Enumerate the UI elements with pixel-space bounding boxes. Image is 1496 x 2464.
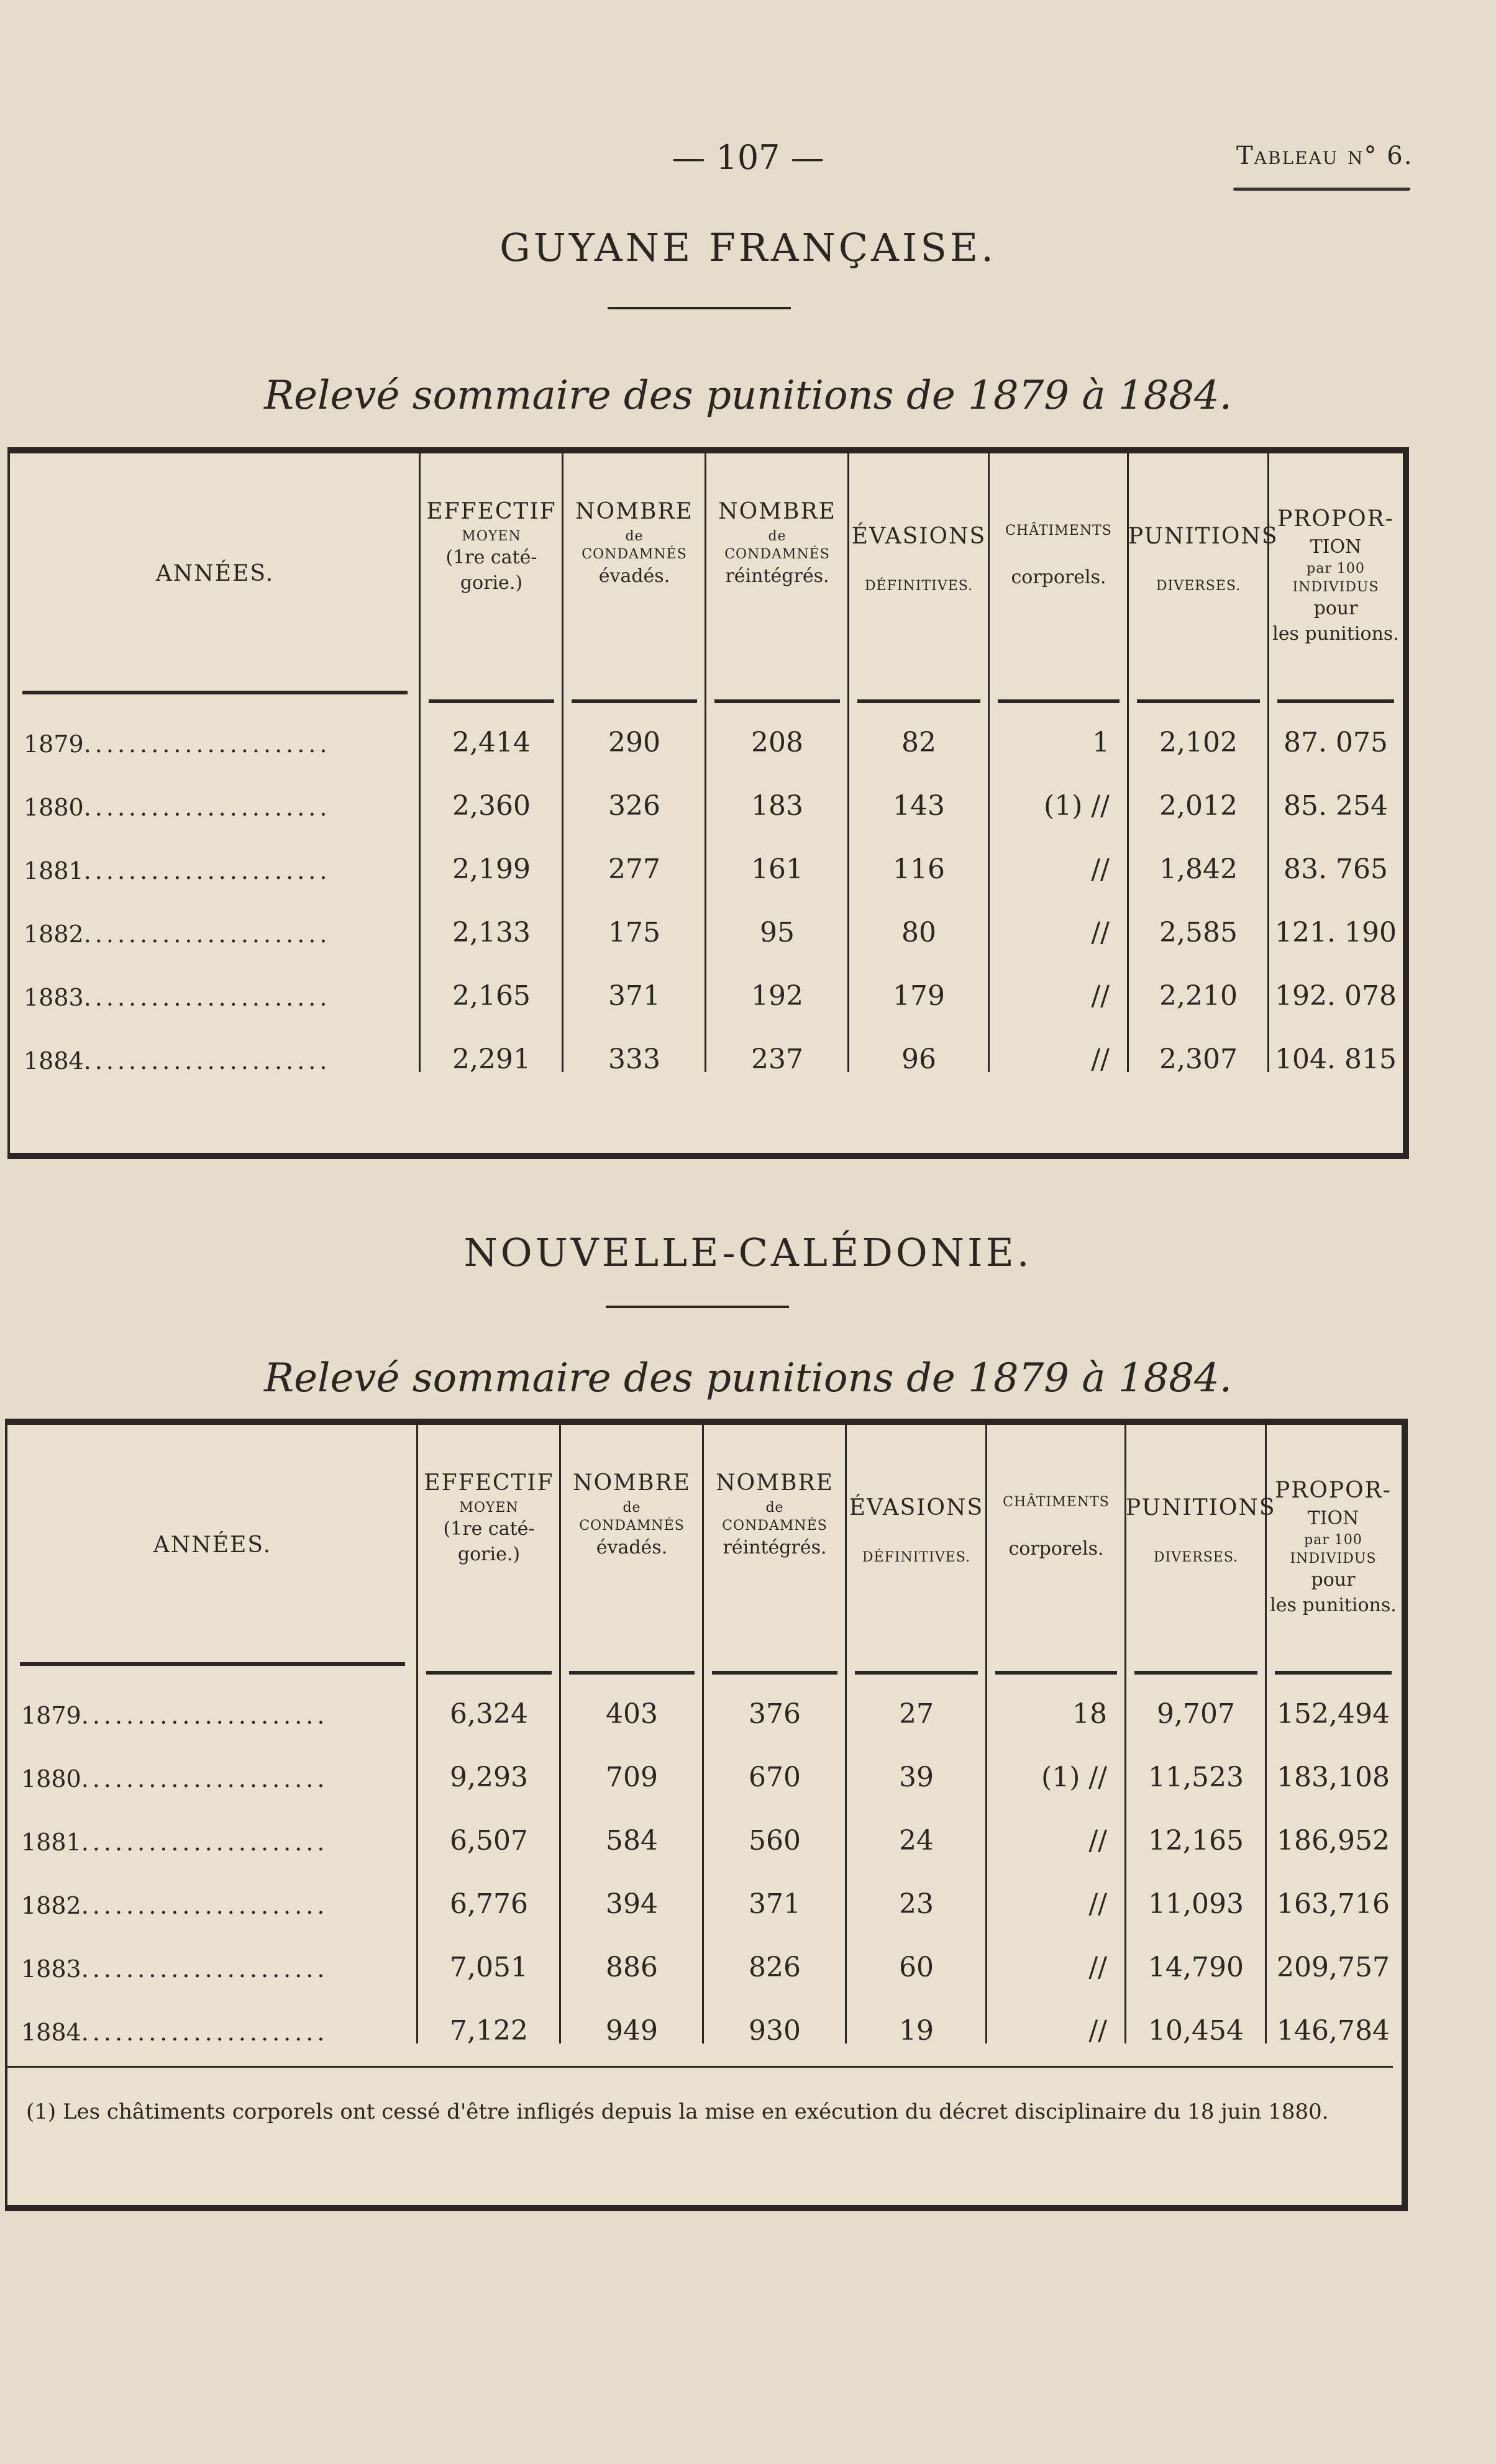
header-rule (1134, 1671, 1257, 1675)
header-effectif-line: gorie.) (460, 571, 523, 594)
header-effectif-line: gorie.) (457, 1543, 521, 1565)
leader-dots: ...................... (83, 1047, 331, 1075)
cell-evades: 326 (608, 790, 660, 822)
year-value: 1883 (21, 1955, 81, 1983)
header-evades (563, 497, 706, 589)
cell-chatiments: // (1088, 2015, 1107, 2047)
header-reintegres-line: NOMBRE (718, 499, 836, 524)
header-punitions-line: DIVERSES. (1156, 578, 1241, 594)
cell-effectif: 7,051 (450, 1952, 528, 1983)
cell-effectif: 6,776 (450, 1888, 528, 1920)
cell-proportion: 183,108 (1277, 1762, 1390, 1793)
cell-evades: 175 (608, 917, 660, 948)
cell-evasions: 24 (899, 1825, 934, 1857)
leader-dots: ...................... (81, 1829, 329, 1856)
cell-evades: 584 (606, 1825, 658, 1857)
header-reintegres-line: CONDAMNÉS (722, 1518, 828, 1534)
header-rule (1277, 699, 1394, 703)
header-punitions-line: PUNITIONS (1128, 524, 1279, 549)
cell-evades: 403 (606, 1698, 658, 1730)
header-rule (572, 699, 697, 703)
year-value: 1881 (24, 857, 84, 884)
punitions-table-caledonie (5, 1419, 1408, 2211)
leader-dots: ...................... (83, 921, 331, 948)
cell-evasions: 80 (901, 917, 936, 948)
header-effectif (417, 1468, 560, 1567)
header-proportion-line: les punitions. (1270, 1594, 1397, 1616)
header-rule (712, 1671, 837, 1675)
page-number: — 107 — (672, 138, 824, 177)
cell-evades: 290 (608, 727, 660, 758)
header-annees-label: ANNÉES. (153, 1532, 272, 1558)
cell-chatiments: // (1091, 853, 1110, 885)
header-effectif-line: EFFECTIF (426, 499, 557, 524)
header-chatiments (989, 522, 1128, 590)
header-evasions-line: ÉVASIONS (851, 524, 987, 549)
cell-evasions: 96 (901, 1043, 936, 1075)
cell-evades: 709 (606, 1762, 658, 1793)
year-value: 1882 (24, 921, 84, 948)
cell-effectif: 2,291 (452, 1043, 531, 1075)
cell-effectif: 2,165 (452, 980, 531, 1012)
cell-proportion: 163,716 (1277, 1888, 1390, 1920)
header-effectif-line: MOYEN (459, 1499, 519, 1516)
header-evades-line: CONDAMNÉS (582, 547, 687, 563)
header-punitions-line: PUNITIONS (1126, 1495, 1276, 1521)
cell-reintegres: 930 (749, 2015, 801, 2047)
cell-evasions: 116 (893, 853, 945, 885)
header-rule (855, 1671, 978, 1675)
header-proportion-line: par 100 (1304, 1532, 1362, 1548)
year-label (21, 1765, 328, 1793)
header-proportion-line: les punitions. (1272, 622, 1399, 645)
title-rule (608, 307, 791, 309)
section-subtitle-caledonie: Relevé sommaire des punitions de 1879 à 1884. (263, 1355, 1233, 1401)
cell-punitions: 2,012 (1159, 790, 1238, 822)
cell-chatiments: // (1091, 980, 1110, 1012)
header-reintegres-line: CONDAMNÉS (724, 547, 830, 563)
year-label (24, 921, 331, 948)
header-rule (429, 699, 554, 703)
year-value: 1882 (21, 1892, 81, 1919)
header-evades-line: NOMBRE (575, 499, 693, 524)
cell-chatiments: 1 (1092, 727, 1110, 758)
leader-dots: ...................... (83, 730, 331, 758)
cell-reintegres: 237 (751, 1043, 803, 1075)
leader-dots: ...................... (83, 984, 331, 1011)
header-effectif (420, 497, 563, 596)
cell-proportion: 152,494 (1277, 1698, 1390, 1730)
header-reintegres-line: de (768, 528, 787, 544)
cell-punitions: 2,585 (1159, 917, 1238, 948)
year-value: 1881 (21, 1829, 81, 1856)
header-rule (998, 699, 1120, 703)
tableau-reference: Tableau n° 6. (1236, 142, 1413, 170)
cell-reintegres: 560 (749, 1825, 801, 1857)
cell-evades: 886 (606, 1952, 658, 1983)
header-reintegres-line: NOMBRE (716, 1470, 834, 1496)
cell-effectif: 2,199 (452, 853, 531, 885)
header-chatiments-line: corporels. (1011, 566, 1106, 588)
section-title-guyane: GUYANE FRANÇAISE. (499, 225, 997, 270)
cell-evasions: 39 (899, 1762, 934, 1793)
cell-chatiments: (1) // (1041, 1762, 1107, 1793)
year-value: 1884 (21, 2019, 81, 2046)
cell-chatiments: // (1091, 1043, 1110, 1075)
cell-effectif: 6,324 (450, 1698, 528, 1730)
cell-evades: 371 (608, 980, 660, 1012)
header-evasions (846, 1493, 987, 1566)
cell-chatiments: // (1088, 1825, 1107, 1857)
cell-effectif: 6,507 (450, 1825, 528, 1857)
cell-effectif: 2,133 (452, 917, 531, 948)
cell-chatiments: // (1088, 1888, 1107, 1920)
cell-evasions: 143 (893, 790, 945, 822)
cell-reintegres: 376 (749, 1698, 801, 1730)
cell-reintegres: 161 (751, 853, 803, 885)
header-proportion-line: INDIVIDUS (1290, 1550, 1377, 1566)
cell-evasions: 27 (899, 1698, 934, 1730)
cell-punitions: 11,093 (1148, 1888, 1244, 1920)
leader-dots: ...................... (83, 794, 331, 821)
header-proportion (1266, 1476, 1400, 1618)
cell-punitions: 9,707 (1157, 1698, 1235, 1730)
header-punitions-line: DIVERSES. (1153, 1549, 1239, 1565)
header-rule (714, 699, 840, 703)
cell-effectif: 2,360 (452, 790, 531, 822)
header-proportion-line: par 100 (1307, 561, 1365, 577)
cell-proportion: 121. 190 (1275, 917, 1397, 948)
cell-evasions: 179 (893, 980, 945, 1012)
header-evades-line: de (625, 528, 644, 544)
cell-chatiments: 18 (1072, 1698, 1107, 1730)
leader-dots: ...................... (81, 2019, 329, 2046)
header-evades-line: CONDAMNÉS (579, 1518, 685, 1534)
leader-dots: ...................... (81, 1955, 329, 1983)
year-label (24, 984, 331, 1011)
cell-evasions: 19 (899, 2015, 934, 2047)
cell-reintegres: 826 (749, 1952, 801, 1983)
cell-proportion: 85. 254 (1284, 790, 1388, 822)
header-punitions (1128, 522, 1279, 595)
cell-proportion: 186,952 (1277, 1825, 1390, 1857)
year-label (21, 2019, 328, 2046)
header-punitions (1126, 1493, 1276, 1566)
cell-evades: 949 (606, 2015, 658, 2047)
year-value: 1883 (24, 984, 84, 1011)
header-proportion-line: pour (1313, 598, 1358, 620)
header-effectif-line: MOYEN (462, 528, 521, 544)
header-rule (995, 1671, 1117, 1675)
header-reintegres (706, 497, 849, 589)
header-proportion-line: TION (1310, 535, 1362, 558)
cell-evades: 333 (608, 1043, 660, 1075)
cell-punitions: 11,523 (1148, 1762, 1244, 1793)
cell-evasions: 23 (899, 1888, 934, 1920)
year-label (21, 1892, 328, 1919)
header-proportion-line: INDIVIDUS (1292, 579, 1379, 595)
header-annees (7, 1530, 417, 1561)
year-label (21, 1702, 328, 1729)
section-title-caledonie: NOUVELLE-CALÉDONIE. (463, 1230, 1033, 1275)
cell-punitions: 2,307 (1159, 1043, 1238, 1075)
header-chatiments (987, 1493, 1126, 1562)
year-value: 1880 (24, 794, 84, 821)
header-chatiments-line: CHÂTIMENTS (1003, 1494, 1110, 1510)
year-label (24, 730, 331, 758)
header-annees (10, 559, 420, 589)
footnote-rule (7, 2066, 1393, 2068)
cell-evasions: 82 (901, 727, 936, 758)
cell-chatiments: (1) // (1044, 790, 1110, 822)
header-reintegres-line: de (765, 1499, 784, 1516)
header-reintegres-line: réintégrés. (725, 565, 829, 587)
year-value: 1880 (21, 1765, 81, 1793)
cell-effectif: 7,122 (450, 2015, 528, 2047)
cell-reintegres: 183 (751, 790, 803, 822)
header-rule (20, 1662, 405, 1666)
header-evasions (849, 522, 989, 595)
cell-reintegres: 670 (749, 1762, 801, 1793)
header-proportion-line: PROPOR- (1277, 506, 1394, 532)
cell-punitions: 12,165 (1148, 1825, 1244, 1857)
year-value: 1884 (24, 1047, 84, 1075)
footnote: (1) Les châtiments corporels ont cessé d'être infligés depuis la mise en exécution du décret disciplinaire du 18 juin 1880. (26, 2099, 1329, 2124)
cell-chatiments: // (1091, 917, 1110, 948)
header-evades-line: de (623, 1499, 641, 1516)
year-label (24, 794, 331, 821)
header-rule (569, 1671, 695, 1675)
header-evasions-line: DÉFINITIVES. (862, 1549, 971, 1565)
year-value: 1879 (24, 730, 84, 758)
year-label (21, 1955, 328, 1983)
header-proportion-line: TION (1307, 1507, 1359, 1529)
year-label (24, 1047, 331, 1075)
header-reintegres-line: réintégrés. (723, 1536, 827, 1558)
cell-reintegres: 95 (760, 917, 795, 948)
header-rule (857, 699, 980, 703)
header-evasions-line: DÉFINITIVES. (864, 578, 974, 594)
header-evades (560, 1468, 703, 1560)
cell-proportion: 83. 765 (1284, 853, 1388, 885)
header-chatiments-line: corporels. (1008, 1537, 1104, 1560)
cell-proportion: 209,757 (1277, 1952, 1390, 1983)
year-value: 1879 (21, 1702, 81, 1729)
header-rule (426, 1671, 552, 1675)
header-effectif-line: (1re caté- (443, 1518, 535, 1540)
punitions-table-guyane (7, 447, 1409, 1159)
cell-effectif: 2,414 (452, 727, 531, 758)
cell-evasions: 60 (899, 1952, 934, 1983)
cell-proportion: 87. 075 (1284, 727, 1388, 758)
header-effectif-line: EFFECTIF (424, 1470, 554, 1496)
cell-reintegres: 208 (751, 727, 803, 758)
leader-dots: ...................... (81, 1765, 329, 1793)
year-label (21, 1829, 328, 1856)
header-evades-line: évadés. (596, 1536, 668, 1558)
cell-evades: 394 (606, 1888, 658, 1920)
header-effectif-line: (1re caté- (445, 547, 537, 569)
tableau-underline (1233, 188, 1410, 191)
cell-evades: 277 (608, 853, 660, 885)
cell-punitions: 14,790 (1148, 1952, 1244, 1983)
header-proportion (1269, 504, 1403, 647)
header-annees-label: ANNÉES. (155, 561, 275, 586)
leader-dots: ...................... (81, 1892, 329, 1919)
header-reintegres (703, 1468, 846, 1560)
cell-punitions: 1,842 (1159, 853, 1238, 885)
header-evasions-line: ÉVASIONS (849, 1495, 984, 1521)
cell-punitions: 2,102 (1159, 727, 1238, 758)
header-evades-line: évadés. (598, 565, 670, 587)
cell-reintegres: 371 (749, 1888, 801, 1920)
cell-punitions: 10,454 (1148, 2015, 1244, 2047)
cell-proportion: 146,784 (1277, 2015, 1390, 2047)
header-evades-line: NOMBRE (573, 1470, 691, 1496)
header-chatiments-line: CHÂTIMENTS (1005, 523, 1112, 539)
header-proportion-line: pour (1311, 1569, 1356, 1591)
header-rule (1275, 1671, 1392, 1675)
leader-dots: ...................... (83, 857, 331, 884)
year-label (24, 857, 331, 884)
leader-dots: ...................... (81, 1702, 329, 1729)
cell-proportion: 104. 815 (1275, 1043, 1397, 1075)
cell-reintegres: 192 (751, 980, 803, 1012)
cell-proportion: 192. 078 (1275, 980, 1397, 1012)
cell-chatiments: // (1088, 1952, 1107, 1983)
cell-effectif: 9,293 (450, 1762, 528, 1793)
header-rule (1137, 699, 1260, 703)
title-rule (606, 1306, 789, 1308)
cell-punitions: 2,210 (1159, 980, 1238, 1012)
header-proportion-line: PROPOR- (1275, 1478, 1392, 1503)
section-subtitle-guyane: Relevé sommaire des punitions de 1879 à 1884. (263, 373, 1233, 419)
header-rule (22, 691, 408, 694)
